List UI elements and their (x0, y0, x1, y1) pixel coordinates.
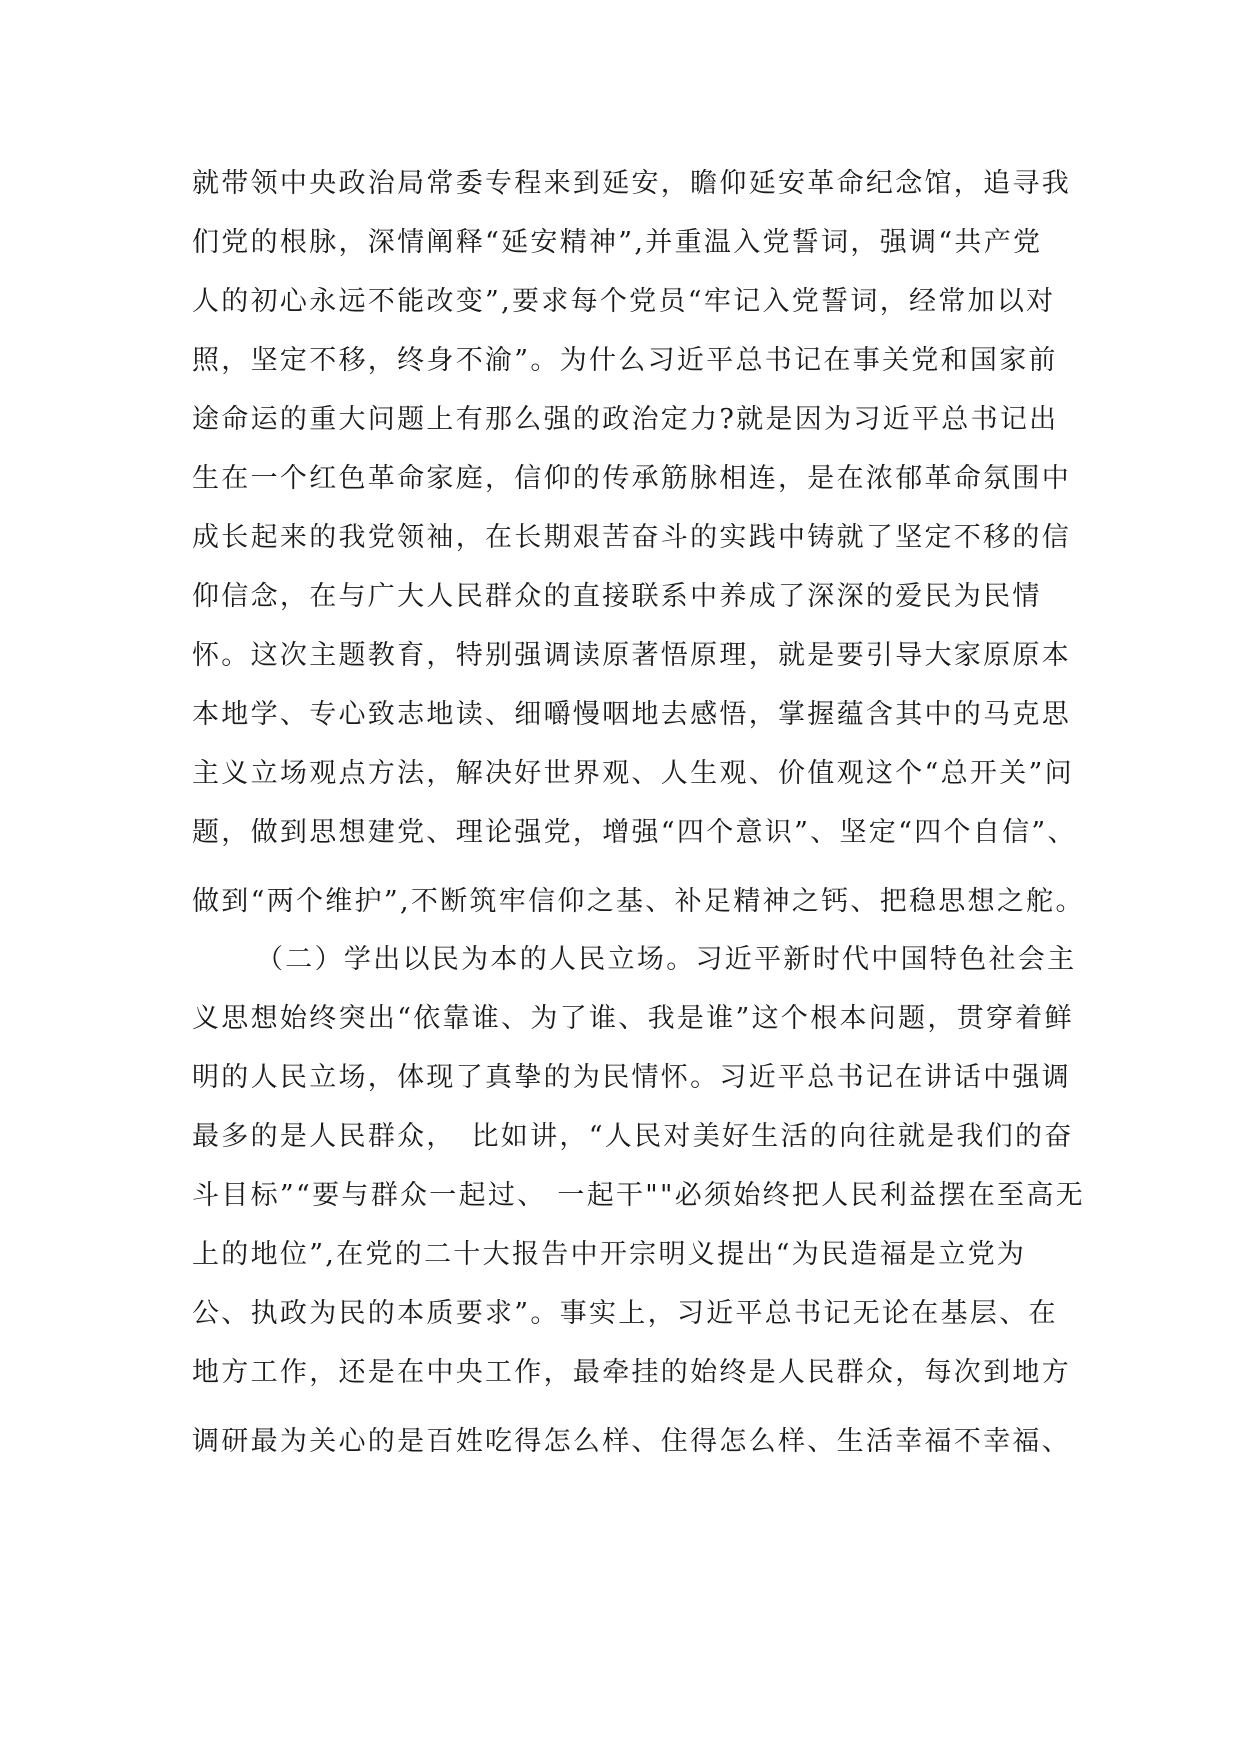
text-line: 调研最为关心的是百姓吃得怎么样、住得怎么样、生活幸福不幸福、 (192, 1426, 1071, 1457)
text-line: 们党的根脉，深情阐释“延安精神”,并重温入党誓词，强调“共产党 (192, 227, 1043, 258)
text-line: 生在一个红色革命家庭，信仰的传承筋脉相连，是在浓郁革命氛围中 (192, 463, 1071, 494)
text-line: 途命运的重大问题上有那么强的政治定力?就是因为习近平总书记出 (192, 404, 1059, 435)
text-line: 仰信念，在与广大人民群众的直接联系中养成了深深的爱民为民情 (192, 581, 1042, 612)
body-text (192, 166, 1085, 1460)
text-line: 义思想始终突出“依靠谁、为了谁、我是谁”这个根本问题，贯穿着鲜 (192, 1003, 1074, 1034)
text-line: 题，做到思想建党、理论强党，增强“四个意识”、坚定“四个自信”、 (192, 817, 1077, 848)
text-line: 照，坚定不移，终身不渝”。为什么习近平总书记在事关党和国家前 (192, 345, 1058, 376)
text-line: 本地学、专心致志地读、细嚼慢咽地去感悟，掌握蕴含其中的马克思 (192, 699, 1071, 730)
text-line: 地方工作，还是在中央工作，最牵挂的始终是人民群众，每次到地方 (192, 1357, 1071, 1388)
text-line: 怀。这次主题教育，特别强调读原著悟原理，就是要引导大家原原本 (192, 640, 1071, 671)
section-heading-line: （二）学出以民为本的人民立场。习近平新时代中国特色社会主 (256, 944, 1077, 975)
text-line: 做到“两个维护”,不断筑牢信仰之基、补足精神之钙、把稳思想之舵。 (192, 886, 1085, 917)
text-line: 上的地位”,在党的二十大报告中开宗明义提出“为民造福是立党为 (192, 1239, 1027, 1270)
text-line: 斗目标”“要与群众一起过、 一起干""必须始终把人民利益摆在至高无 (192, 1180, 1085, 1211)
text-line: 主义立场观点方法，解决好世界观、人生观、价值观这个“总开关”问 (192, 758, 1074, 789)
text-line: 明的人民立场，体现了真挚的为民情怀。习近平总书记在讲话中强调 (192, 1062, 1071, 1093)
text-line: 就带领中央政治局常委专程来到延安，瞻仰延安革命纪念馆，追寻我 (192, 168, 1071, 199)
text-line: 人的初心永远不能改变”,要求每个党员“牢记入党誓词，经常加以对 (192, 286, 1056, 317)
text-line: 最多的是人民群众， 比如讲，“人民对美好生活的向往就是我们的奋 (192, 1121, 1074, 1152)
text-line: 公、执政为民的本质要求”。事实上，习近平总书记无论在基层、在 (192, 1298, 1058, 1329)
text-line: 成长起来的我党领袖，在长期艰苦奋斗的实践中铸就了坚定不移的信 (192, 522, 1071, 553)
